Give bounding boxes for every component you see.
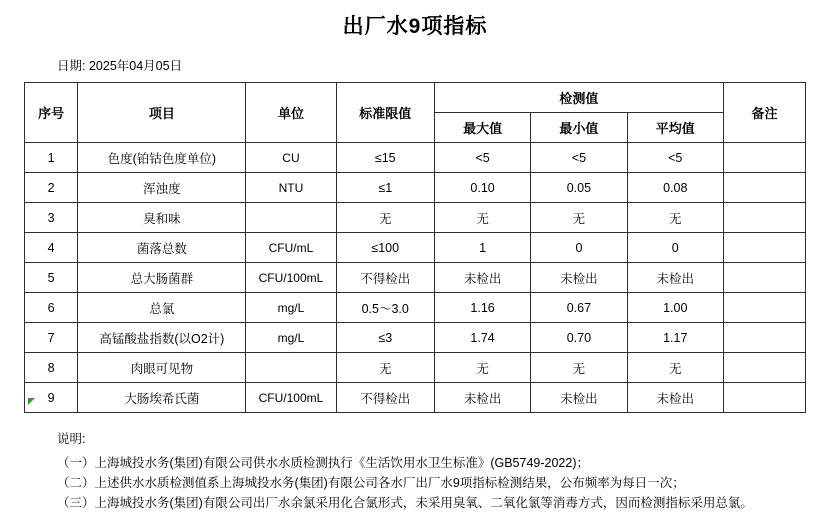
table-body bbox=[25, 143, 806, 413]
cell-remark bbox=[723, 293, 805, 323]
cell-remark bbox=[723, 383, 805, 413]
report-table-wrapper bbox=[0, 82, 830, 413]
cell-min: 0.70 bbox=[531, 323, 627, 353]
table-row bbox=[25, 263, 806, 293]
cell-remark bbox=[723, 143, 805, 173]
header-limit: 标准限值 bbox=[336, 83, 434, 143]
cell-avg: 1.00 bbox=[627, 293, 723, 323]
date-line bbox=[0, 46, 830, 82]
cell-no: 2 bbox=[25, 173, 78, 203]
cell-no: 9 bbox=[25, 383, 78, 413]
cell-limit: 无 bbox=[336, 353, 434, 383]
cell-limit: ≤1 bbox=[336, 173, 434, 203]
cell-max: <5 bbox=[434, 143, 530, 173]
cell-item: 肉眼可见物 bbox=[78, 353, 246, 383]
cell-max: 1.74 bbox=[434, 323, 530, 353]
cell-unit: CFU/100mL bbox=[246, 263, 336, 293]
water-quality-table bbox=[24, 82, 806, 413]
cell-min: 0.67 bbox=[531, 293, 627, 323]
cell-limit: 0.5～3.0 bbox=[336, 293, 434, 323]
cell-max: 1.16 bbox=[434, 293, 530, 323]
header-remark: 备注 bbox=[723, 83, 805, 143]
cell-min: 无 bbox=[531, 203, 627, 233]
date-value: 2025年04月05日 bbox=[88, 59, 183, 73]
green-marker-icon bbox=[28, 398, 35, 405]
cell-avg: <5 bbox=[627, 143, 723, 173]
note-line-2: （二）上述供水水质检测值系上海城投水务(集团)有限公司各水厂出厂水9项指标检测结果，公布频率为每日一次； bbox=[57, 476, 685, 490]
header-item: 项目 bbox=[78, 83, 246, 143]
cell-min: 0 bbox=[531, 233, 627, 263]
cell-avg: 无 bbox=[627, 203, 723, 233]
cell-item: 高锰酸盐指数(以O2计) bbox=[78, 323, 246, 353]
note-line-3: （三）上海城投水务(集团)有限公司出厂水余氯采用化合氯形式，未采用臭氧、二氧化氯等消毒方式，因而检测指标采用总氯。 bbox=[57, 496, 753, 510]
cell-max: 0.10 bbox=[434, 173, 530, 203]
cell-limit: ≤100 bbox=[336, 233, 434, 263]
cell-limit: ≤15 bbox=[336, 143, 434, 173]
header-min: 最小值 bbox=[531, 113, 627, 143]
cell-unit bbox=[246, 353, 336, 383]
cell-item: 浑浊度 bbox=[78, 173, 246, 203]
cell-min: 0.05 bbox=[531, 173, 627, 203]
table-row bbox=[25, 323, 806, 353]
cell-max: 1 bbox=[434, 233, 530, 263]
notes-title: 说明: bbox=[57, 432, 86, 446]
cell-remark bbox=[723, 353, 805, 383]
table-row bbox=[25, 383, 806, 413]
cell-unit: CFU/mL bbox=[246, 233, 336, 263]
cell-unit: mg/L bbox=[246, 323, 336, 353]
note-line-1: （一）上海城投水务(集团)有限公司供水水质检测执行《生活饮用水卫生标准》(GB5749-2022)； bbox=[57, 456, 589, 470]
header-row-1 bbox=[25, 83, 806, 113]
page-title: 出厂水9项指标 bbox=[342, 15, 488, 38]
cell-item: 大肠埃希氏菌 bbox=[78, 383, 246, 413]
table-head bbox=[25, 83, 806, 143]
cell-remark bbox=[723, 173, 805, 203]
table-row bbox=[25, 173, 806, 203]
header-avg: 平均值 bbox=[627, 113, 723, 143]
notes-section bbox=[0, 413, 830, 513]
cell-no: 4 bbox=[25, 233, 78, 263]
cell-remark bbox=[723, 203, 805, 233]
cell-item: 总大肠菌群 bbox=[78, 263, 246, 293]
cell-item: 色度(铂钴色度单位) bbox=[78, 143, 246, 173]
cell-limit: 不得检出 bbox=[336, 263, 434, 293]
cell-no: 6 bbox=[25, 293, 78, 323]
cell-avg: 未检出 bbox=[627, 263, 723, 293]
cell-min: 未检出 bbox=[531, 383, 627, 413]
cell-unit: NTU bbox=[246, 173, 336, 203]
cell-limit: 无 bbox=[336, 203, 434, 233]
cell-no: 8 bbox=[25, 353, 78, 383]
cell-min: 未检出 bbox=[531, 263, 627, 293]
header-max: 最大值 bbox=[434, 113, 530, 143]
cell-unit bbox=[246, 203, 336, 233]
cell-remark bbox=[723, 263, 805, 293]
date-label: 日期: bbox=[57, 59, 86, 73]
cell-unit: CFU/100mL bbox=[246, 383, 336, 413]
cell-min: 无 bbox=[531, 353, 627, 383]
table-row bbox=[25, 233, 806, 263]
cell-limit: ≤3 bbox=[336, 323, 434, 353]
cell-remark bbox=[723, 233, 805, 263]
cell-unit: CU bbox=[246, 143, 336, 173]
cell-item: 臭和味 bbox=[78, 203, 246, 233]
cell-max: 无 bbox=[434, 203, 530, 233]
cell-item: 菌落总数 bbox=[78, 233, 246, 263]
cell-min: <5 bbox=[531, 143, 627, 173]
cell-remark bbox=[723, 323, 805, 353]
header-no: 序号 bbox=[25, 83, 78, 143]
header-unit: 单位 bbox=[246, 83, 336, 143]
cell-max: 无 bbox=[434, 353, 530, 383]
table-row bbox=[25, 143, 806, 173]
table-row bbox=[25, 353, 806, 383]
cell-max: 未检出 bbox=[434, 263, 530, 293]
cell-unit: mg/L bbox=[246, 293, 336, 323]
table-row bbox=[25, 293, 806, 323]
cell-avg: 未检出 bbox=[627, 383, 723, 413]
table-row bbox=[25, 203, 806, 233]
cell-avg: 1.17 bbox=[627, 323, 723, 353]
cell-max: 未检出 bbox=[434, 383, 530, 413]
cell-no: 7 bbox=[25, 323, 78, 353]
cell-no: 5 bbox=[25, 263, 78, 293]
cell-no: 3 bbox=[25, 203, 78, 233]
cell-item: 总氯 bbox=[78, 293, 246, 323]
cell-no: 1 bbox=[25, 143, 78, 173]
cell-avg: 0.08 bbox=[627, 173, 723, 203]
header-measured: 检测值 bbox=[434, 83, 723, 113]
cell-avg: 0 bbox=[627, 233, 723, 263]
cell-limit: 不得检出 bbox=[336, 383, 434, 413]
cell-avg: 无 bbox=[627, 353, 723, 383]
